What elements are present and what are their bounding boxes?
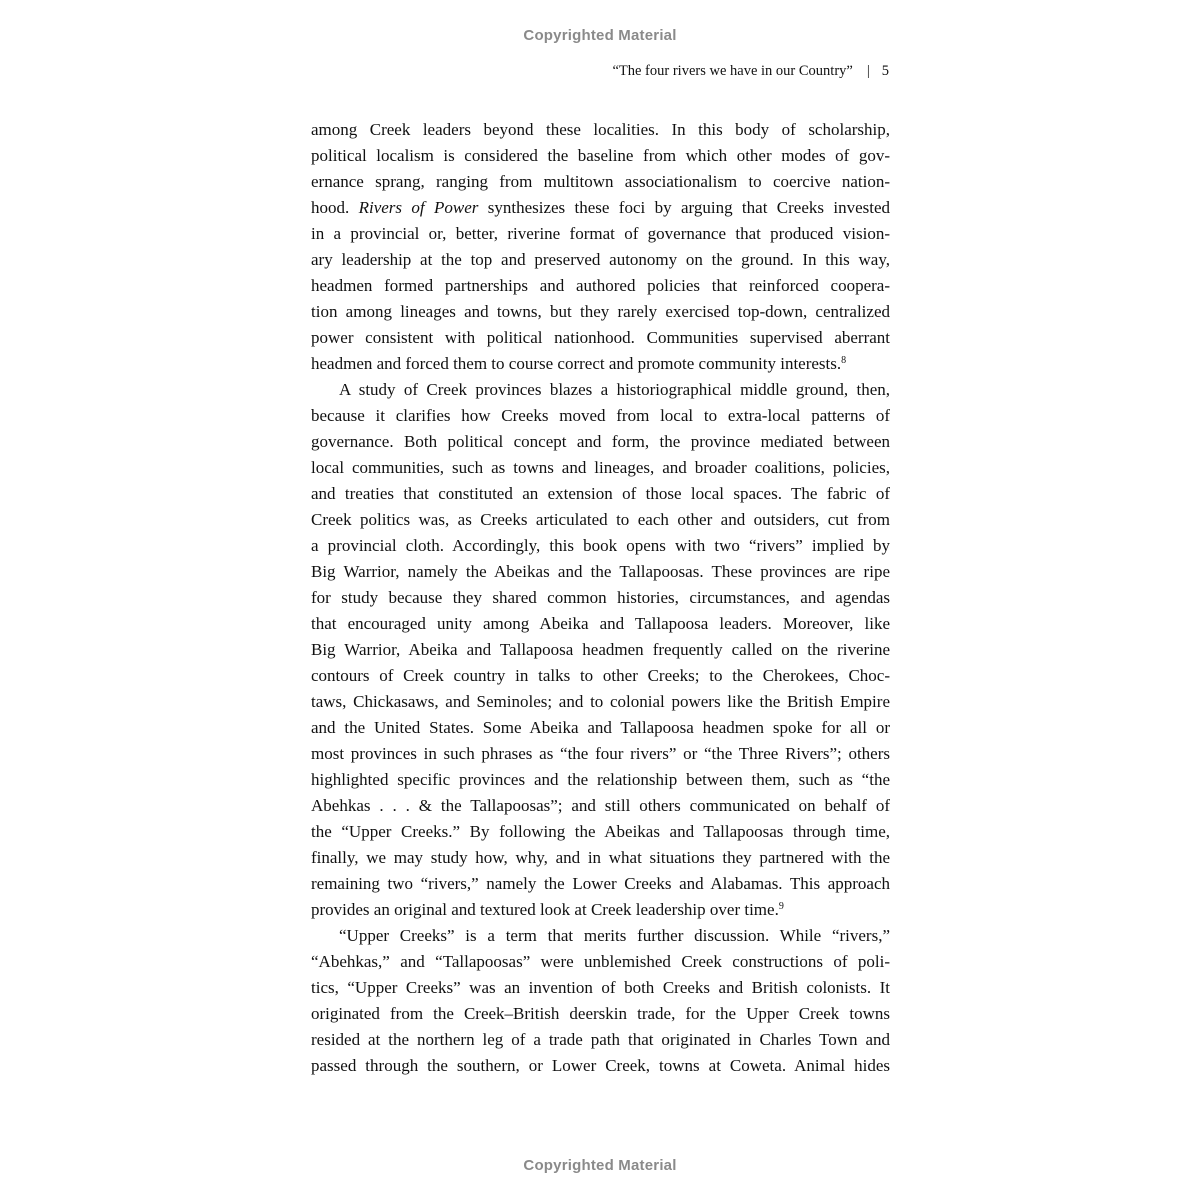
- text-line: Abehkas . . . & the Tallapoosas”; and still others communicated on behalf of: [311, 796, 890, 815]
- text-line: headmen formed partnerships and authored policies that reinforced coopera-: [311, 276, 890, 295]
- text-line: for study because they shared common histories, circumstances, and agendas: [311, 588, 890, 607]
- text-fragment: hood.: [311, 198, 359, 217]
- text-line: most provinces in such phrases as “the four rivers” or “the Three Rivers”; others: [311, 744, 890, 763]
- footnote-marker: 9: [778, 901, 784, 912]
- text-line: [311, 897, 890, 923]
- text-line: “Abehkas,” and “Tallapoosas” were unblemished Creek constructions of poli-: [311, 952, 890, 971]
- text-line: ernance sprang, ranging from multitown associationalism to coercive nation-: [311, 172, 890, 191]
- running-head-title: “The four rivers we have in our Country”: [612, 63, 853, 79]
- text-line: Big Warrior, Abeika and Tallapoosa headmen frequently called on the riverine: [311, 640, 890, 659]
- watermark-bottom: Copyrighted Material: [523, 1157, 677, 1174]
- text-line: power consistent with political nationhood. Communities supervised aberrant: [311, 328, 890, 347]
- text-line: tics, “Upper Creeks” was an invention of both Creeks and British colonists. It: [311, 978, 890, 997]
- text-line: and treaties that constituted an extension of those local spaces. The fabric of: [311, 484, 890, 503]
- text-line: among Creek leaders beyond these localities. In this body of scholarship,: [311, 120, 890, 139]
- text-fragment: provides an original and textured look at Creek leadership over time.: [311, 900, 779, 919]
- text-line: A study of Creek provinces blazes a historiographical middle ground, then,: [339, 380, 890, 399]
- text-line: because it clarifies how Creeks moved from local to extra-local patterns of: [311, 406, 890, 425]
- watermark-top: Copyrighted Material: [523, 27, 677, 44]
- text-fragment: synthesizes these foci by arguing that Creeks invested: [478, 198, 890, 217]
- text-line: highlighted specific provinces and the relationship between them, such as “the: [311, 770, 890, 789]
- text-line: political localism is considered the baseline from which other modes of gov-: [311, 146, 890, 165]
- text-line: remaining two “rivers,” namely the Lower Creeks and Alabamas. This approach: [311, 874, 890, 893]
- text-line: taws, Chickasaws, and Seminoles; and to colonial powers like the British Empire: [311, 692, 890, 711]
- text-line: “Upper Creeks” is a term that merits further discussion. While “rivers,”: [339, 926, 890, 945]
- text-line: in a provincial or, better, riverine format of governance that produced vision-: [311, 224, 890, 243]
- paragraph-2: [311, 377, 890, 923]
- text-line: a provincial cloth. Accordingly, this book opens with two “rivers” implied by: [311, 536, 890, 555]
- running-head-separator: |: [866, 63, 870, 79]
- book-title: Rivers of Power: [358, 198, 479, 217]
- text-line: contours of Creek country in talks to other Creeks; to the Cherokees, Choc-: [311, 666, 890, 685]
- page-body: [311, 117, 890, 1079]
- text-line: resided at the northern leg of a trade path that originated in Charles Town and: [311, 1030, 890, 1049]
- text-line: Big Warrior, namely the Abeikas and the Tallapoosas. These provinces are ripe: [311, 562, 890, 581]
- text-line: Creek politics was, as Creeks articulated to each other and outsiders, cut from: [311, 510, 890, 529]
- text-line: ary leadership at the top and preserved autonomy on the ground. In this way,: [311, 250, 890, 269]
- text-line: passed through the southern, or Lower Creek, towns at Coweta. Animal hides: [311, 1056, 890, 1075]
- text-line: and the United States. Some Abeika and Tallapoosa headmen spoke for all or: [311, 718, 890, 737]
- text-line: that encouraged unity among Abeika and Tallapoosa leaders. Moreover, like: [311, 614, 890, 633]
- text-line: originated from the Creek–British deerskin trade, for the Upper Creek towns: [311, 1004, 890, 1023]
- text-line: finally, we may study how, why, and in what situations they partnered with the: [311, 848, 890, 867]
- text-line: [311, 351, 890, 377]
- paragraph-1: [311, 117, 890, 377]
- text-line: governance. Both political concept and form, the province mediated between: [311, 432, 890, 451]
- running-head: [612, 63, 889, 80]
- paragraph-3: [311, 923, 890, 1079]
- page-number: 5: [881, 63, 889, 79]
- text-line: the “Upper Creeks.” By following the Abeikas and Tallapoosas through time,: [311, 822, 890, 841]
- text-line: local communities, such as towns and lineages, and broader coalitions, policies,: [311, 458, 890, 477]
- footnote-marker: 8: [841, 355, 847, 366]
- text-line-with-title: [311, 195, 890, 221]
- text-fragment: headmen and forced them to course correct and promote community interests.: [311, 354, 842, 373]
- text-line: tion among lineages and towns, but they rarely exercised top-down, centralized: [311, 302, 890, 321]
